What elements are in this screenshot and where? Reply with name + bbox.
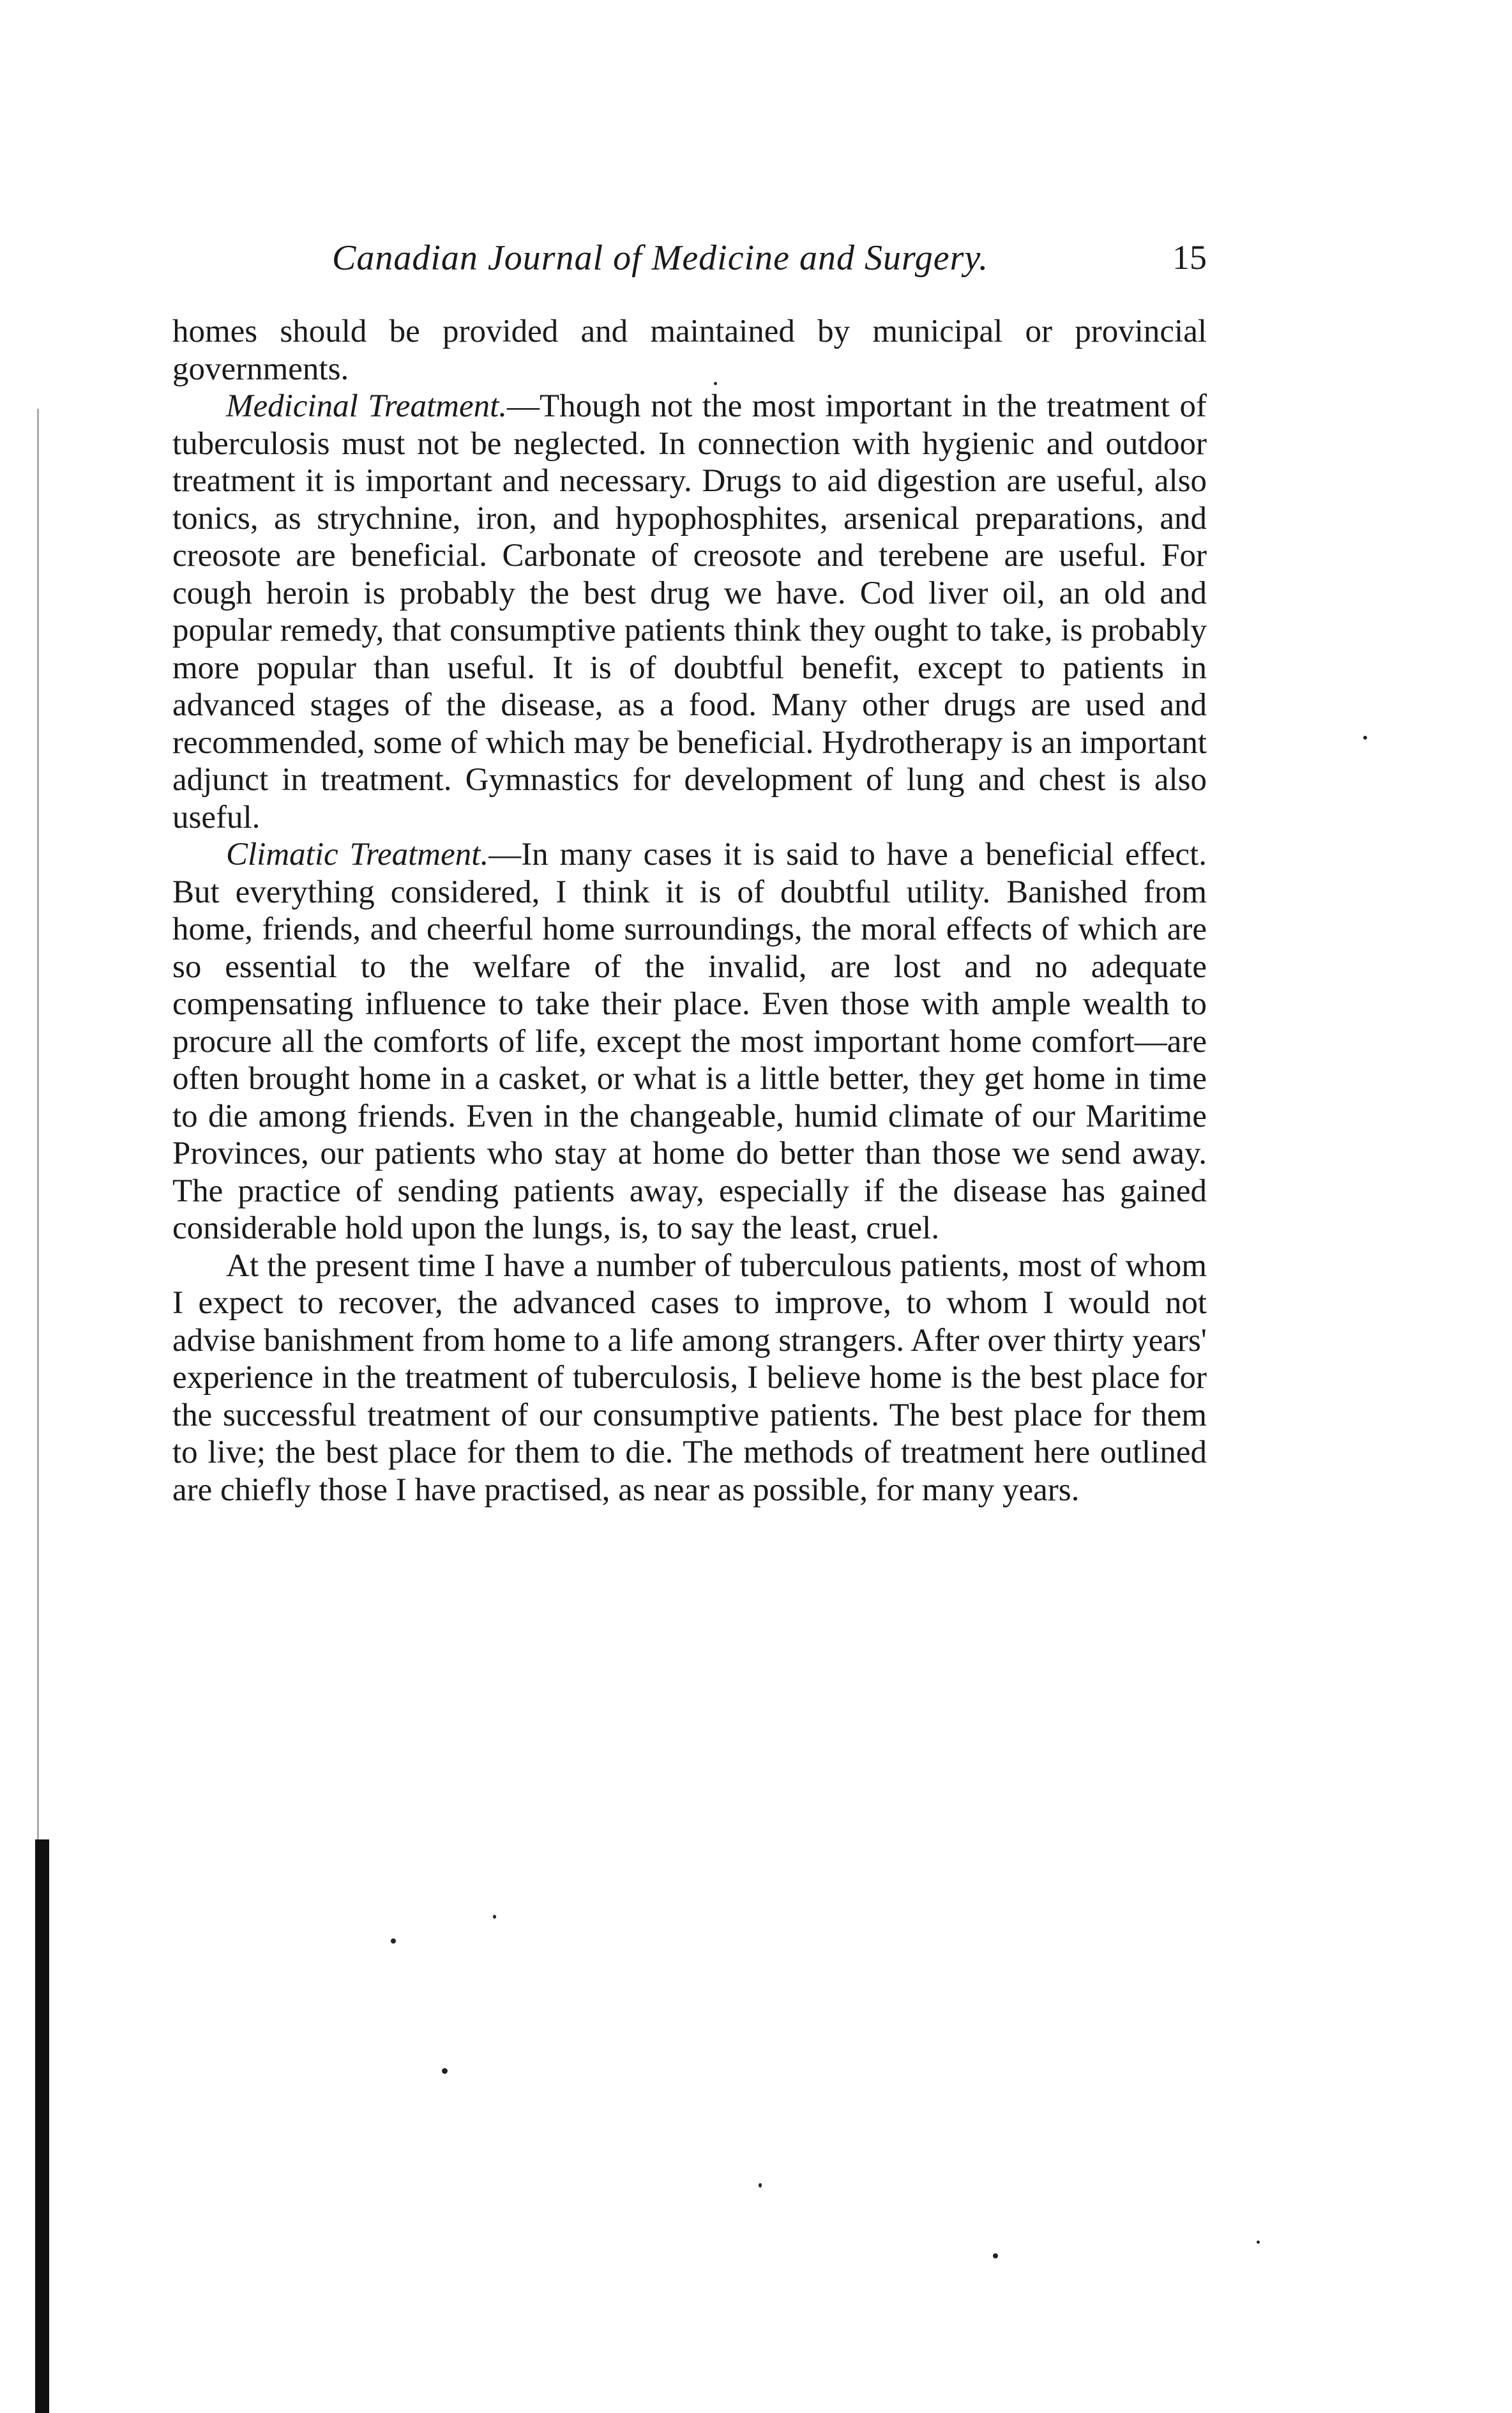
scan-speck — [1257, 2241, 1260, 2244]
paragraph-text: At the present time I have a number of tuberculous patients, most of whom I expect to recover, the advanced cases to improve, to whom I would not advise banishment from home to a life among strangers. After over thirty years' experience in the treatment of tuberculosis, I believe home is the best place for the successful treatment of our consumptive patients. The best place for them to live; the best place for them to die. The methods of treatment here outlined are chiefly those I have practised, as near as possible, for many years. — [172, 1247, 1207, 1508]
scan-speck — [493, 1915, 496, 1919]
scan-speck — [442, 2068, 448, 2074]
scan-speck — [993, 2253, 998, 2258]
running-head — [172, 238, 1207, 282]
paragraph-text: homes should be provided and maintained by municipal or provincial governments. — [172, 314, 1207, 387]
section-heading: Medicinal Treatment. — [226, 388, 508, 424]
journal-title: Canadian Journal of Medicine and Surgery. — [332, 238, 989, 278]
scan-speck — [1363, 736, 1367, 740]
paragraph-medicinal-treatment — [172, 388, 1207, 836]
paragraph-continuation — [172, 313, 1207, 388]
scan-edge-line — [37, 409, 39, 1839]
paragraph-conclusion — [172, 1247, 1207, 1509]
scan-speck — [391, 1938, 396, 1944]
paragraph-text: —Though not the most important in the treatment of tuberculosis must not be neglected. In connection with hygienic and outdoor treatment it is important and necessary. Drugs to aid digestion are useful, also tonics, as strychnine, iron, and hypophosphites, arsenical preparations, and creosote are beneficial. Carbonate of creosote and terebene are useful. For cough heroin is probably the best drug we have. Cod liver oil, an old and popular remedy, that consumptive patients think they ought to take, is probably more popular than useful. It is of doubtful benefit, except to patients in advanced stages of the disease, as a food. Many other drugs are used and recommended, some of which may be beneficial. Hydrotherapy is an important adjunct in treatment. Gymnastics for development of lung and chest is also useful. — [172, 388, 1207, 835]
paragraph-text: —In many cases it is said to have a beneficial effect. But everything considered, I think it is of doubtful utility. Banished from home, friends, and cheerful home surroundings, the moral effects of which are so essential to the welfare of the invalid, are lost and no adequate compensating influence to take their place. Even those with ample wealth to procure all the comforts of life, except the most important home comfort—are often brought home in a casket, or what is a little better, they get home in time to die among friends. Even in the changeable, humid climate of our Maritime Provinces, our patients who stay at home do better than those we send away. The practice of sending patients away, especially if the disease has gained considerable hold upon the lungs, is, to say the least, cruel. — [172, 837, 1207, 1246]
article-body — [172, 313, 1207, 1509]
page-number: 15 — [1172, 238, 1207, 277]
scan-binding-shadow — [35, 1839, 49, 2413]
section-heading: Climatic Treatment. — [226, 837, 489, 872]
scan-speck — [759, 2183, 762, 2188]
paragraph-climatic-treatment — [172, 836, 1207, 1247]
scan-speck — [714, 382, 717, 385]
